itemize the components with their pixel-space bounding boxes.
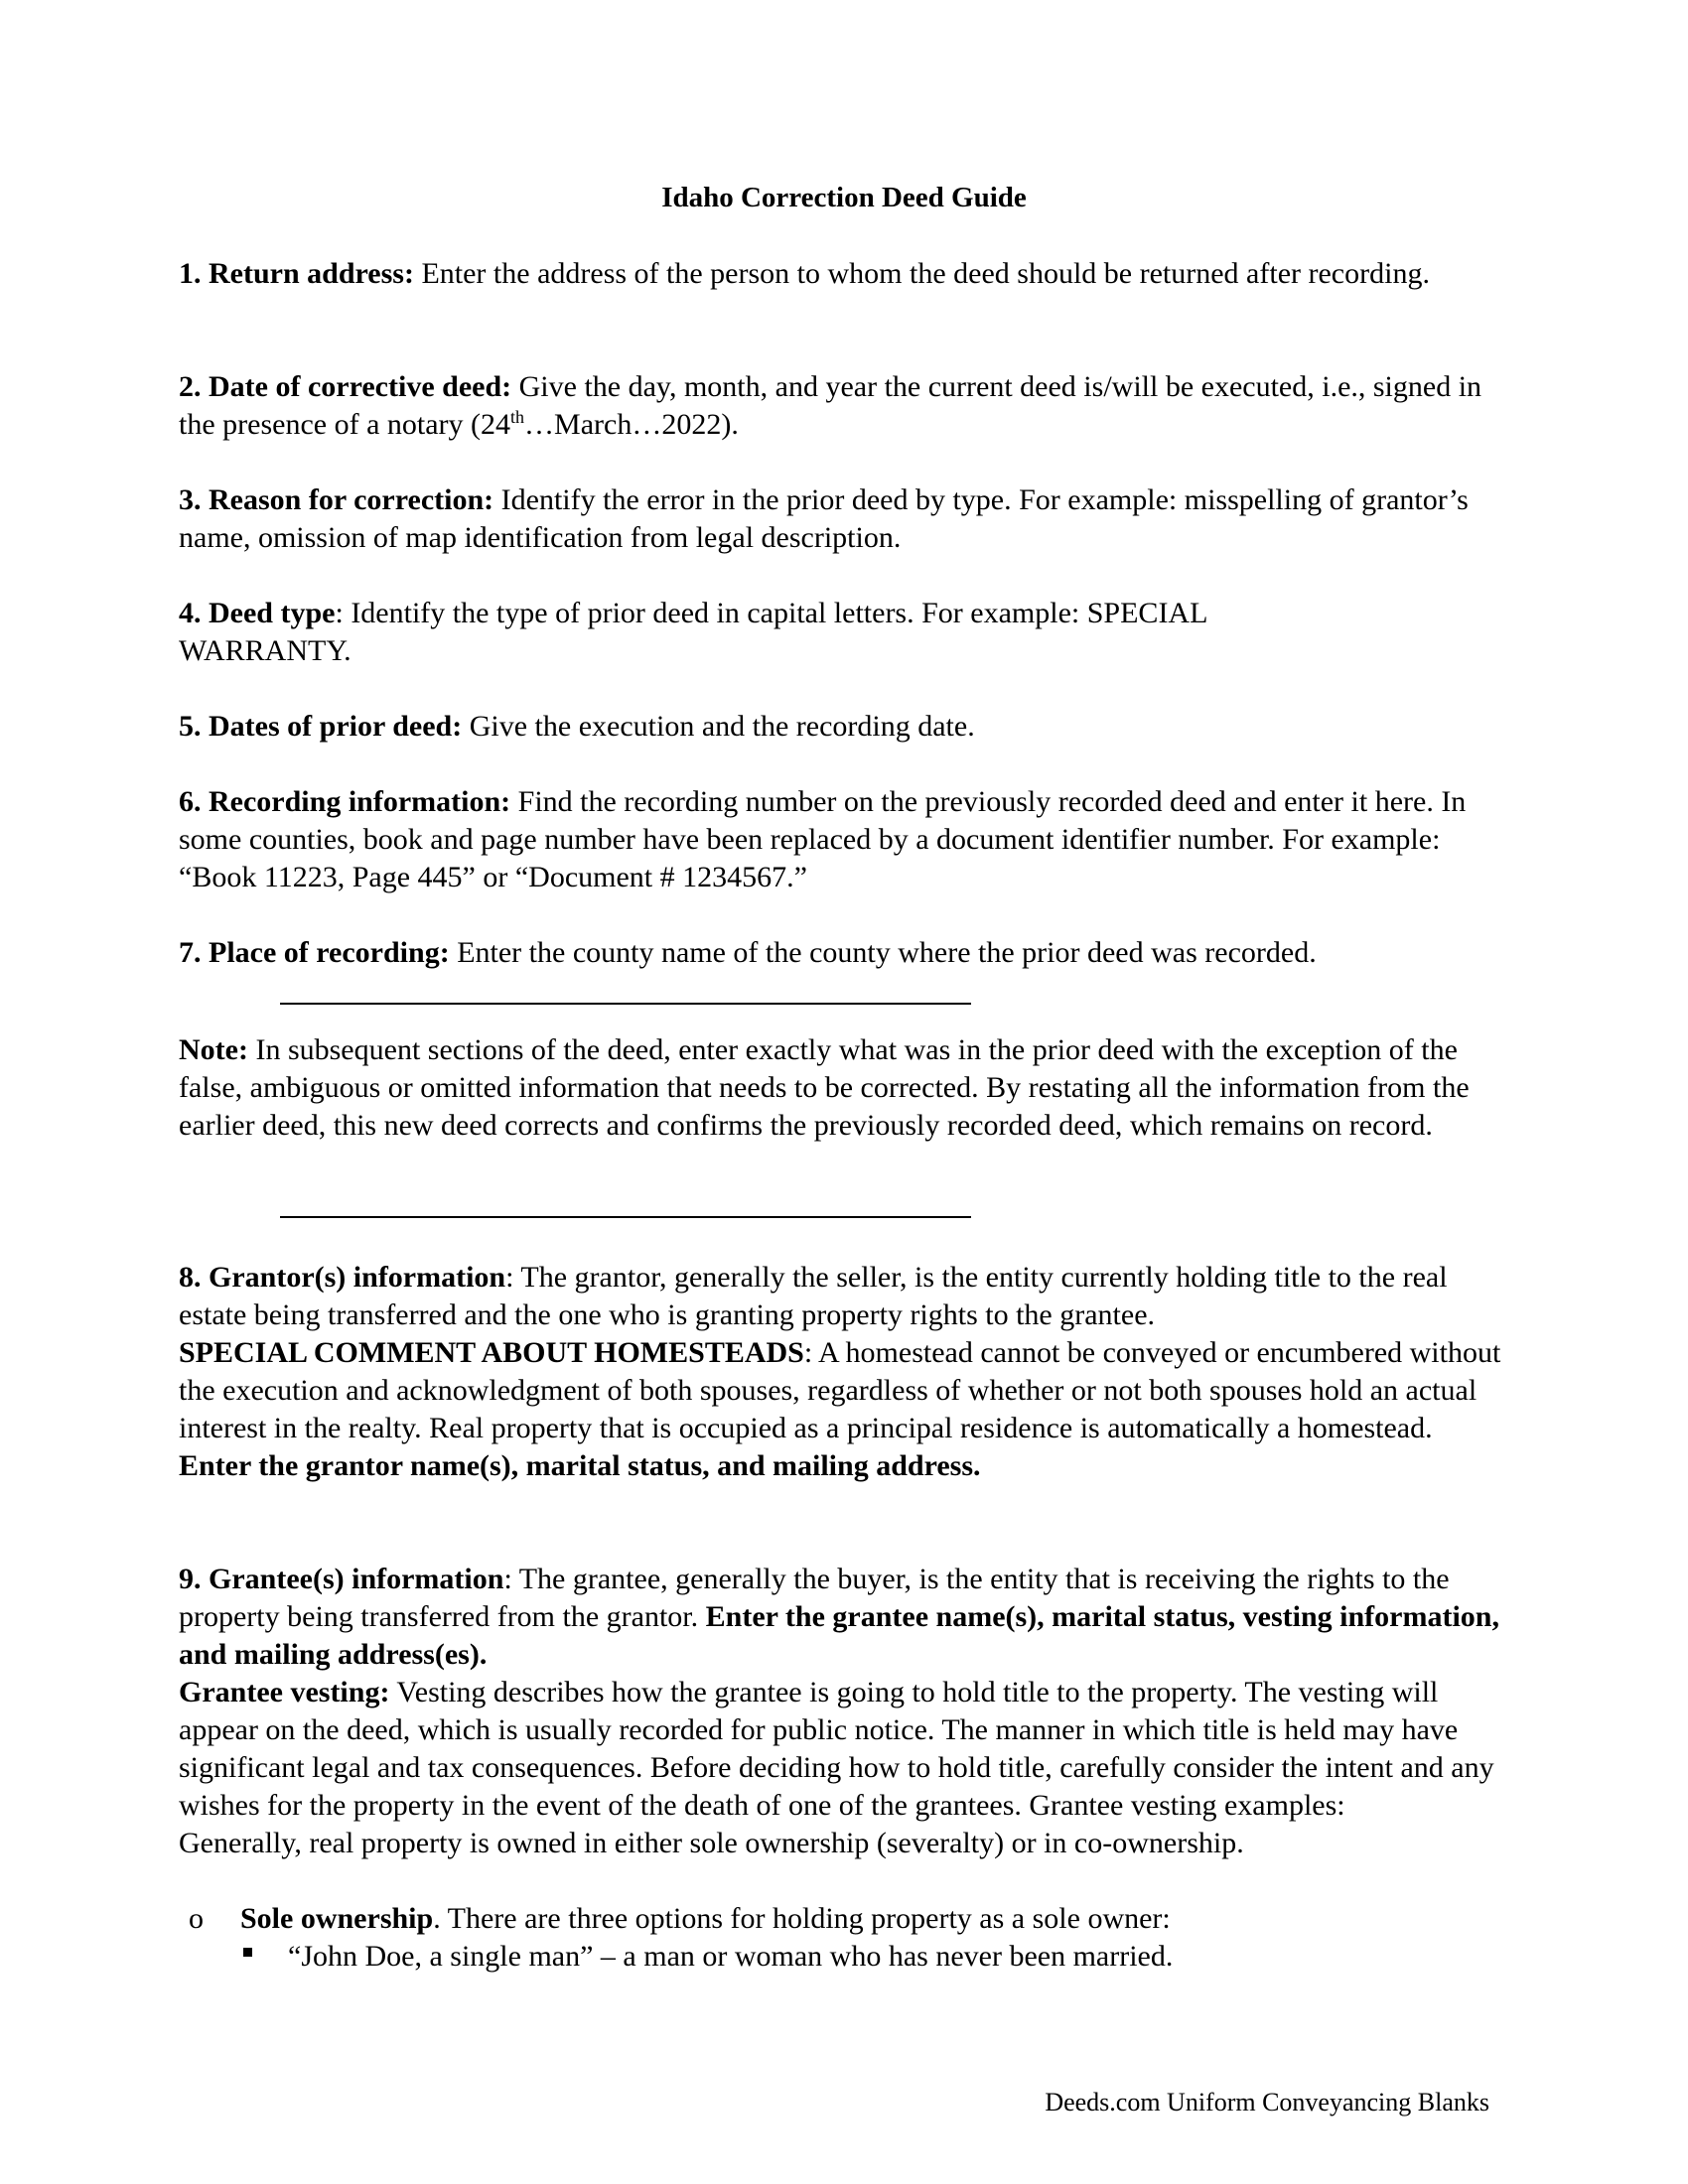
item-label: 9. Grantee(s) information [179,1563,504,1595]
ordinal-suffix: th [510,407,525,427]
grantee-vesting-text: Vesting describes how the grantee is going to hold title to the property. The vesting will appear on the deed, which is usually recorded for public notice. The manner in which title is held may have significant legal and tax consequences. Before deciding how to hold title, carefully consider the intent and any wishes for the property in the event of the death of one of the grantees. Grantee vesting examples: [179,1676,1494,1822]
item-text: : The grantor, generally the seller, is the entity currently holding title to the real estate being transferred and the one who is granting property rights to the grantee. [179,1261,1448,1331]
item-date-of-corrective-deed [179,368,1509,444]
item-text: Enter the county name of the county where the prior deed was recorded. [449,936,1317,969]
item-text: Enter the address of the person to whom the deed should be returned after recording. [413,257,1430,290]
item-label: 3. Reason for correction: [179,483,494,516]
note-text: In subsequent sections of the deed, enter exactly what was in the prior deed with the exception of the false, ambiguous or omitted information that needs to be corrected. By restating all the information from the earlier deed, this new deed corrects and confirms the previously recorded deed, which remains on record. [179,1033,1470,1142]
item-text: Find the recording number on the previously recorded deed and enter it here. In some counties, book and page number have been replaced by a document identifier number. For example: “Book 11223, Page 445” or “Document # 1234567.” [179,785,1467,893]
item-text: : Identify the type of prior deed in capital letters. For example: SPECIAL WARRANTY. [179,597,1207,667]
item-return-address [179,255,1509,293]
item-text-continued: …March…2022). [524,408,739,441]
item-label: 4. Deed type [179,597,336,629]
note-paragraph [179,1031,1509,1145]
item-label: 7. Place of recording: [179,936,450,969]
ownership-general-text: Generally, real property is owned in either sole ownership (severalty) or in co-ownership. [179,1827,1244,1859]
sub-bullet-text: “John Doe, a single man” – a man or woman who has never been married. [288,1940,1174,1973]
bullet-circle-icon: o [189,1902,204,1935]
item-label: 6. Recording information: [179,785,511,818]
special-comment-label: SPECIAL COMMENT ABOUT HOMESTEADS [179,1336,804,1369]
item-dates-of-prior-deed [179,708,1509,746]
item-reason-for-correction [179,481,1509,557]
grantee-vesting-label: Grantee vesting: [179,1676,390,1708]
item-text: Give the day, month, and year the current deed is/will be executed, i.e., signed in the presence of a notary (24 [179,370,1482,441]
bullet-square-icon [243,1948,252,1957]
item-place-of-recording [179,934,1509,972]
item-label: 2. Date of corrective deed: [179,370,512,403]
item-grantee-information [179,1561,1509,1862]
divider-line [280,1003,971,1005]
bullet-text: . There are three options for holding property as a sole owner: [433,1902,1171,1935]
page-footer: Deeds.com Uniform Conveyancing Blanks [1045,2088,1489,2116]
special-comment-text: : A homestead cannot be conveyed or encumbered without the execution and acknowledgment of both spouses, regardless of whether or not both spouses hold an actual interest in the realty. Real property that is occupied as a principal residence is automatically a homestead. [179,1336,1501,1444]
list-item [240,1900,1171,1938]
grantee-instruction: Enter the grantee name(s), marital status, vesting information, and mailing address(es). [179,1600,1499,1671]
item-text: Identify the error in the prior deed by type. For example: misspelling of grantor’s name, omission of map identification from legal description. [179,483,1469,554]
item-label: 5. Dates of prior deed: [179,710,463,743]
item-deed-type [179,595,1350,670]
note-label: Note: [179,1033,248,1066]
item-grantor-information [179,1259,1509,1485]
list-item [288,1938,1173,1976]
item-recording-information [179,783,1509,896]
item-label: 8. Grantor(s) information [179,1261,506,1294]
page-title: Idaho Correction Deed Guide [661,182,1027,213]
item-text: : The grantee, generally the buyer, is the entity that is receiving the rights to the property being transferred from the grantor. [179,1563,1450,1633]
item-label: 1. Return address: [179,257,414,290]
divider-line [280,1216,971,1218]
grantor-instruction: Enter the grantor name(s), marital status, and mailing address. [179,1449,981,1482]
item-text: Give the execution and the recording date. [462,710,975,743]
bullet-label: Sole ownership [240,1902,434,1935]
